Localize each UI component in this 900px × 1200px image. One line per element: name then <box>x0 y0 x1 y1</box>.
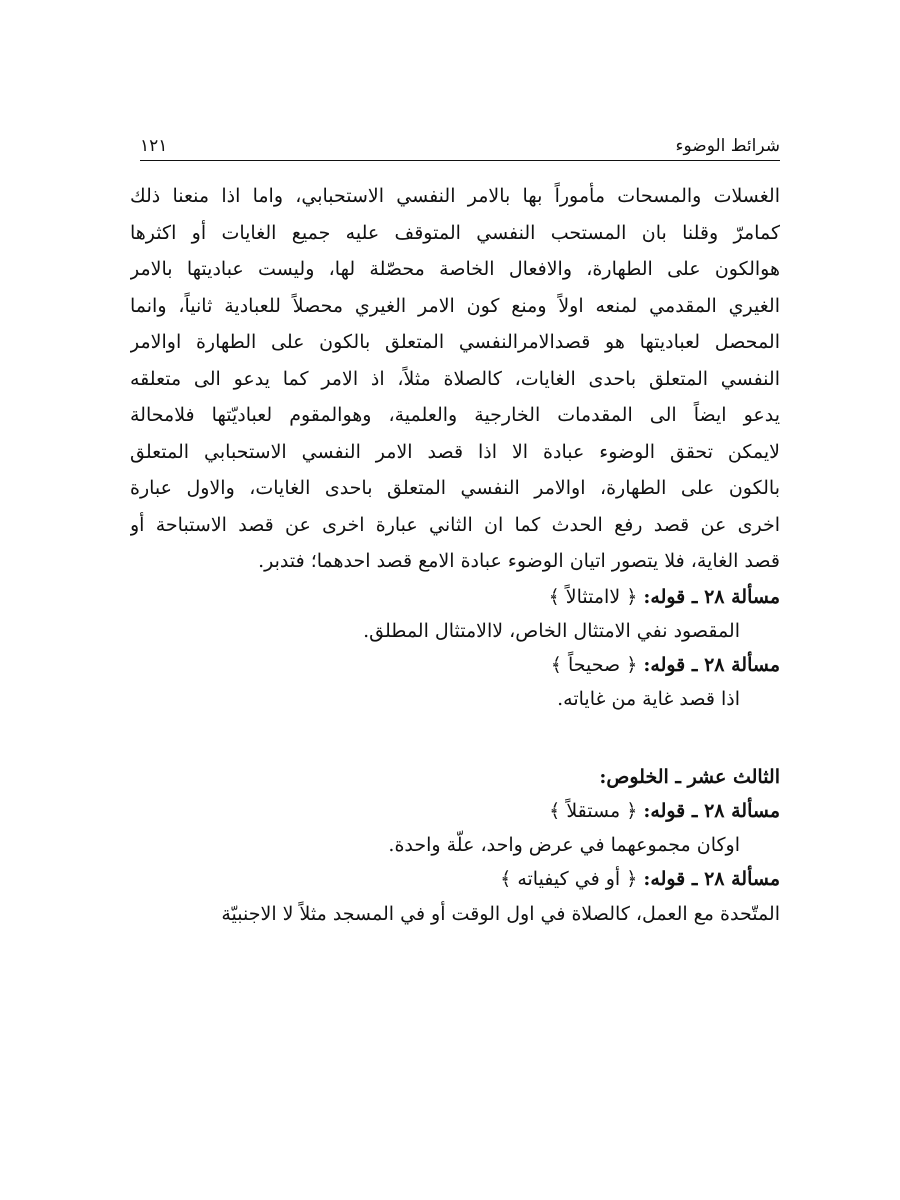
text-line: اخرى عن قصد رفع الحدث كما ان الثاني عبارة اخرى عن قصد الاستباحة أو <box>130 513 780 536</box>
section-gap <box>130 716 780 760</box>
text-line: قصد الغاية، فلا يتصور اتيان الوضوء عبادة الامع قصد احدهما؛ فتدبر. <box>258 550 780 572</box>
entry-text: اذا قصد غاية من غاياته. <box>557 687 740 710</box>
entry-text: المقصود نفي الامتثال الخاص، لاالامتثال المطلق. <box>363 619 740 642</box>
page-body <box>130 178 780 932</box>
entry-quote: ﴿ مستقلاً ﴾ <box>549 799 638 822</box>
entry-heading <box>130 580 780 614</box>
text-line: لايمكن تحقق الوضوء عبادة الا اذا قصد الامر النفسي الاستحبابي المتعلق <box>130 440 780 463</box>
header-rule <box>140 160 780 161</box>
entry-text: اوكان مجموعهما في عرض واحد، علّة واحدة. <box>388 833 740 856</box>
text-line: بالكون على الطهارة، اوالامر النفسي المتعلق باحدى الغايات، والاول عبارة <box>130 477 780 499</box>
entry-quote: ﴿ صحيحاً ﴾ <box>550 653 638 676</box>
text-line: يدعو ايضاً الى المقدمات الخارجية والعلمية، وهوالمقوم لعباديّتها فلامحالة <box>130 404 780 426</box>
page-number: ١٢١ <box>140 136 168 156</box>
chapter-title: شرائط الوضوء <box>675 136 780 156</box>
entry-heading <box>130 648 780 682</box>
text-line: هوالكون على الطهارة، والافعال الخاصة محصّلة لها، وليست عباديتها بالامر <box>130 258 780 280</box>
section-heading: الثالث عشر ـ الخلوص: <box>599 765 780 788</box>
entry-quote: ﴿ أو في كيفياته ﴾ <box>500 867 638 890</box>
entry-label: مسألة ٢٨ ـ قوله: <box>643 653 780 676</box>
entry-label: مسألة ٢٨ ـ قوله: <box>643 867 780 890</box>
entry-text: المتّحدة مع العمل، كالصلاة في اول الوقت أو في المسجد مثلاً لا الاجنبيّة <box>221 902 780 925</box>
entry-heading <box>130 862 780 896</box>
entry-label: مسألة ٢٨ ـ قوله: <box>643 585 780 608</box>
text-line: النفسي المتعلق باحدى الغايات، كالصلاة مثلاً، اذ الامر كما يدعو الى متعلقه <box>130 367 780 390</box>
text-line: كمامرّ وقلنا بان المستحب النفسي المتوقف عليه جميع الغايات أو اكثرها <box>130 221 780 244</box>
text-line: المحصل لعباديتها هو قصدالامرالنفسي المتعلق بالكون على الطهارة اوالامر <box>130 331 780 353</box>
entry-label: مسألة ٢٨ ـ قوله: <box>643 799 780 822</box>
running-header <box>140 128 780 164</box>
entry-quote: ﴿ لاامتثالاً ﴾ <box>548 585 638 608</box>
text-line: الغيري المقدمي لمنعه اولاً ومنع كون الامر الغيري محصلاً للعبادية ثانياً، وانما <box>130 294 780 317</box>
entry-heading <box>130 794 780 828</box>
paragraph <box>130 178 780 580</box>
text-line: الغسلات والمسحات مأموراً بها بالامر النفسي الاستحبابي، واما اذا منعنا ذلك <box>130 185 780 207</box>
